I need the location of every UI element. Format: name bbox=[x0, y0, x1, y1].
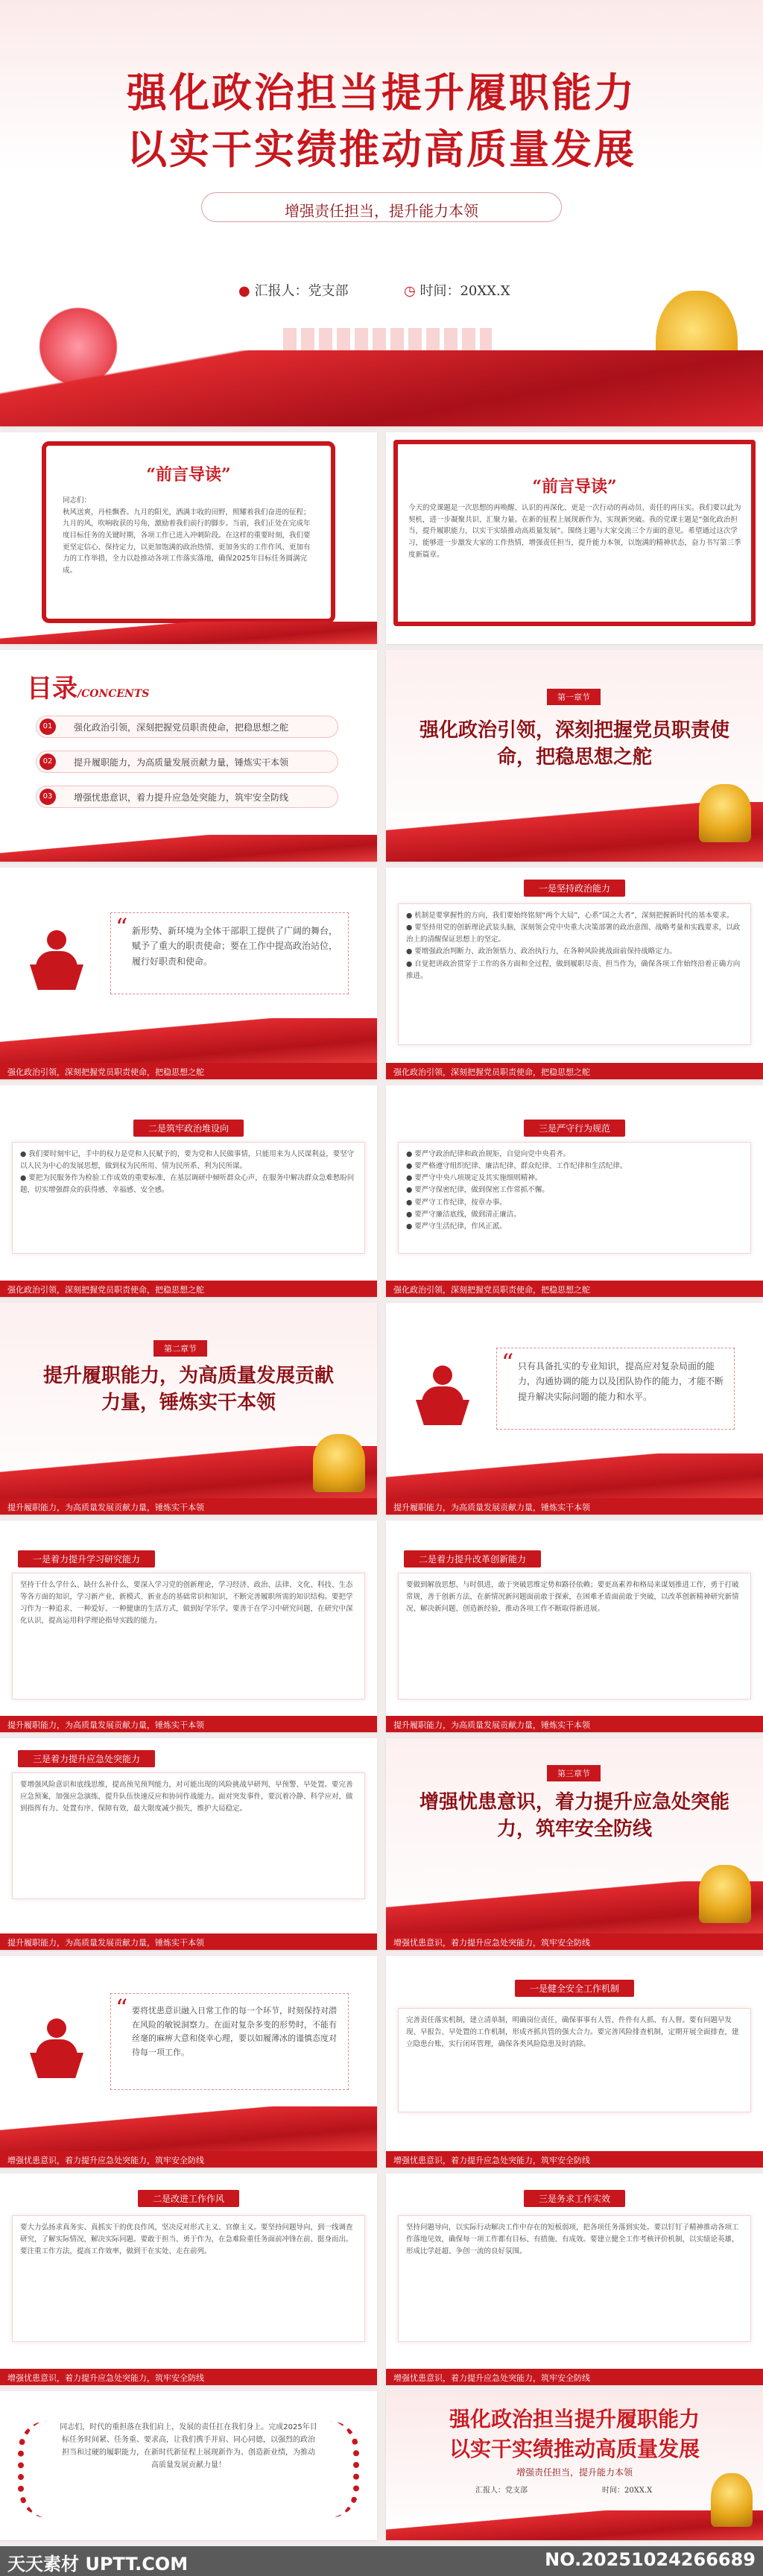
ch3-s1-card bbox=[398, 2008, 751, 2112]
red-silk-wave bbox=[0, 350, 763, 426]
ch3-s1-text: 完善责任落实机制，建立清单制，明确岗位责任，确保事事有人管、件件有人抓、有人督。要有问题早发现、早报告、早处置的工作机制，形成齐抓共管的强大合力。要完善风险排查机制，定期开展全面排查，建立隐患台账，实行闭环管理，确保各类风险隐患及时消除。 bbox=[406, 2016, 739, 2049]
ch3-s1-title: 一是健全安全工作机制 bbox=[515, 1980, 634, 1997]
speaker-icon bbox=[27, 2018, 86, 2078]
ch1-footer: 强化政治引领，深刻把握党员职责使命，把稳思想之舵 bbox=[386, 1281, 763, 1297]
cover-subtitle bbox=[201, 192, 562, 222]
ch1-footer: 强化政治引领，深刻把握党员职责使命，把稳思想之舵 bbox=[386, 1063, 763, 1079]
preface-heading: “前言导读” bbox=[146, 465, 231, 484]
ch1-s2-card bbox=[12, 1142, 365, 1254]
toc-title-text: 目录 bbox=[27, 674, 77, 704]
chapter3-title: 增强忧患意识，着力提升应急处突能力，筑牢安全防线 bbox=[419, 1791, 729, 1841]
bottom-wave bbox=[0, 1018, 377, 1063]
ch1-footer: 强化政治引领，深刻把握党员职责使命，把稳思想之舵 bbox=[0, 1063, 377, 1079]
chapter1-badge: 第一章节 bbox=[547, 689, 601, 705]
wheat-right-decoration bbox=[329, 2421, 359, 2518]
toc-title bbox=[27, 668, 149, 704]
ch3-footer: 增强忧患意识，着力提升应急处突能力，筑牢安全防线 bbox=[386, 2151, 763, 2168]
ch2-s1-slide bbox=[0, 1521, 377, 1732]
ch2-quote-text: “ 只有具备扎实的专业知识，提高应对复杂局面的能力，沟通协调的能力以及团队协作的能力，才能不断提升解决实际问题的能力和水平。 bbox=[518, 1361, 724, 1402]
closing-text: 同志们，时代的重担落在我们肩上，发展的责任扛在我们身上。完成2025年目标任务时间紧、任务重、要求高，让我们携手并肩、同心同德，以强烈的政治担当和过硬的履职能力，在新时代新征程上展现新作为、创造新业绩，为推动高质量发展贡献力量！ bbox=[60, 2423, 317, 2469]
preface-right-text: 今天的党课题是一次思想的再唤醒、认识的再深化、更是一次行动的再动员、责任的再压实。我们要以此为契机，进一步凝聚共识、汇聚力量。在新的征程上展现新作为、实现新突破。我的党课主题是“强化政治担当，提升履职能力，以实干实绩推动高质量发展”。围绕主题与大家交流三个方面的意见。希望通过这次学习，能够进一步激发大家的工作热情，增强责任担当，提升能力本领，以饱满的精神状态，奋力书写第三季度新篇章。 bbox=[408, 504, 741, 559]
toc-text-2: 提升履职能力，为高质量发展贡献力量，锤炼实干本领 bbox=[74, 757, 289, 768]
section-title-bar bbox=[386, 880, 763, 897]
section-title-bar bbox=[18, 1550, 155, 1568]
ch1-s3-slide bbox=[386, 1085, 763, 1297]
section-title-bar bbox=[404, 1550, 541, 1568]
ch2-footer: 提升履职能力，为高质量发展贡献力量，锤炼实干本领 bbox=[0, 1933, 377, 1950]
toc-title-en: /CONCENTS bbox=[77, 688, 150, 700]
ch1-s1-title: 一是坚持政治能力 bbox=[524, 880, 625, 897]
closing-text-slide bbox=[0, 2391, 377, 2540]
bottom-wave bbox=[0, 835, 377, 862]
toc-text-3: 增强忧患意识，着力提升应急处突能力，筑牢安全防线 bbox=[74, 792, 289, 803]
ch2-quote-slide bbox=[386, 1303, 763, 1515]
ch3-footer: 增强忧患意识，着力提升应急处突能力，筑牢安全防线 bbox=[0, 2151, 377, 2168]
bottom-wave bbox=[386, 1453, 763, 1498]
chapter2-cover bbox=[0, 1303, 377, 1515]
ch2-s2-title: 二是着力提升改革创新能力 bbox=[404, 1550, 541, 1568]
toc-item-2[interactable] bbox=[36, 751, 338, 773]
ch1-footer: 强化政治引领，深刻把握党员职责使命，把稳思想之舵 bbox=[0, 1281, 377, 1297]
watermark-left: 天天素材 UPTT.COM bbox=[7, 2554, 189, 2575]
ch2-quote-box bbox=[496, 1348, 735, 1430]
ch3-quote-text: “ 要将忧患意识融入日常工作的每一个环节，时刻保持对潜在风险的敏锐洞察力。在面对复杂多变的形势时，不能有丝毫的麻痹大意和侥幸心理，要以如履薄冰的谨慎态度对待每一项工作。 bbox=[132, 2006, 337, 2058]
ch3-s2-card bbox=[12, 2215, 365, 2342]
ch1-s3-card bbox=[398, 1142, 751, 1254]
bottom-wave bbox=[0, 622, 377, 644]
closing-cover-slide bbox=[386, 2391, 763, 2540]
ch1-s1-slide bbox=[386, 868, 763, 1079]
ch2-s1-title: 一是着力提升学习研究能力 bbox=[18, 1550, 155, 1568]
chapter2-title: 提升履职能力，为高质量发展贡献力量，锤炼实干本领 bbox=[42, 1365, 334, 1415]
section-title-bar bbox=[0, 1120, 377, 1137]
ch2-s2-text: 要做到解放思想、与时俱进，敢于突破思维定势和路径依赖；要更高素养和格局来谋划推进工作，勇于打破常规，善于创新方法，在新情况新问题面前敢于探索，在困难矛盾面前敢于突破，以改革创新精神研究新情况、解决新问题、创造新经验，推动各项工作不断取得新进展。 bbox=[406, 1581, 739, 1614]
clock-icon: ◷ bbox=[404, 283, 416, 299]
chapter3-badge: 第三章节 bbox=[547, 1765, 601, 1781]
ch3-quote-box bbox=[110, 1993, 349, 2090]
ch1-s2-title: 二是筑牢政治堆设向 bbox=[133, 1120, 244, 1137]
ch3-s3-slide bbox=[386, 2174, 763, 2385]
chapter1-title: 强化政治引领，深刻把握党员职责使命，把稳思想之舵 bbox=[419, 719, 729, 769]
toc-num-1: 01 bbox=[39, 719, 56, 735]
speaker-icon bbox=[413, 1366, 472, 1425]
closing-time: 时间：20XX.X bbox=[602, 2487, 653, 2495]
ch3-s2-title: 二是改进工作作风 bbox=[138, 2190, 239, 2207]
ch1-s2-slide bbox=[0, 1085, 377, 1297]
ch2-s3-slide bbox=[0, 1738, 377, 1950]
time-text: 时间：20XX.X bbox=[420, 283, 510, 299]
ch2-s2-slide bbox=[386, 1521, 763, 1732]
golden-lion-decoration bbox=[699, 784, 751, 842]
speaker-icon bbox=[27, 930, 86, 990]
section-title-bar bbox=[18, 1750, 155, 1767]
ch1-quote-box bbox=[110, 912, 349, 994]
reporter-text: 汇报人：党支部 bbox=[254, 283, 349, 299]
bottom-wave bbox=[0, 2106, 377, 2151]
closing-title-1: 强化政治担当提升履职能力 bbox=[449, 2407, 700, 2431]
chapter1-cover bbox=[386, 650, 763, 862]
cover-subtitle-text: 增强责任担当，提升能力本领 bbox=[285, 202, 478, 220]
ch3-s2-text: 要大力弘扬求真务实、真抓实干的优良作风，坚决反对形式主义、官僚主义。要坚持问题导向，到一线调查研究，了解实际情况，解决实际问题。要敢于担当、勇于作为，在急难险重任务面前冲锋在前、挺身而出。要注重工作方法，提高工作效率，做到干在实处、走在前列。 bbox=[20, 2223, 353, 2256]
ch3-s3-text: 坚持问题导向，以实际行动解决工作中存在的短板弱项，把各项任务落到实处。要以钉钉子精神推动各项工作落地见效，确保每一项工作都有目标、有措施、有成效。要建立健全工作考核评价机制，以实绩论英雄，形成比学赶超、争创一流的良好氛围。 bbox=[406, 2223, 739, 2256]
ch3-s1-slide bbox=[386, 1956, 763, 2168]
ch2-footer: 提升履职能力，为高质量发展贡献力量，锤炼实干本领 bbox=[0, 1716, 377, 1732]
cover-title-2: 以实干实绩推动高质量发展 bbox=[127, 125, 636, 173]
section-title-bar bbox=[0, 2190, 377, 2207]
chapter3-cover bbox=[386, 1738, 763, 1950]
toc-num-3: 03 bbox=[39, 789, 56, 805]
user-icon: ● bbox=[238, 283, 250, 299]
toc-num-2: 02 bbox=[39, 754, 56, 770]
ch3-s3-card bbox=[398, 2215, 751, 2342]
ch1-quote-text: “ 新形势、新环境为全体干部职工提供了广阔的舞台，赋予了重大的职责使命；要在工作中提高政治站位，履行好职责和使命。 bbox=[132, 926, 338, 967]
golden-lion-decoration bbox=[313, 1434, 365, 1492]
preface-slide-left bbox=[0, 432, 377, 644]
section-title-bar bbox=[386, 2190, 763, 2207]
chapter2-badge: 第二章节 bbox=[153, 1340, 207, 1357]
ch1-s1-text: ● 机制是要掌握性的方向，我们要始终铭刻“两个大局”，心系“国之大者”，深刻把握新时代的基本要求。 ● 要坚持用党的创新理论武装头脑，深刻领会党中央重大决策部署的政治意图、战略考量和实践要求，以政治上的清醒保证思想上的坚定。 ● 要增强政治判断力、政治领悟力、政治执行力，在各种风险挑战面前保持战略定力。 ● 自觉把讲政治贯穿于工作的各方面和全过程，做到履职尽责、担当作为，确保各项工作始终沿着正确方向推进。 bbox=[406, 912, 741, 980]
wheat-left-decoration bbox=[18, 2421, 48, 2518]
cover-title-1: 强化政治担当提升履职能力 bbox=[127, 69, 636, 116]
section-title-bar bbox=[386, 1120, 763, 1137]
cover-reporter bbox=[238, 280, 348, 300]
toc-item-3[interactable] bbox=[36, 786, 338, 808]
ch3-s3-title: 三是务求工作实效 bbox=[524, 2190, 625, 2207]
ch2-s3-title: 三是着力提升应急处突能力 bbox=[18, 1750, 155, 1767]
toc-item-1[interactable] bbox=[36, 716, 338, 738]
cover-slide bbox=[0, 0, 763, 426]
ch1-quote-slide bbox=[0, 868, 377, 1079]
ch2-s2-card bbox=[398, 1573, 751, 1699]
ch1-s1-card bbox=[398, 903, 751, 1045]
ch2-s3-card bbox=[12, 1772, 365, 1899]
closing-title-2: 以实干实绩推动高质量发展 bbox=[449, 2437, 700, 2461]
ch2-s1-card bbox=[12, 1573, 365, 1699]
ch1-s3-title: 三是严守行为规范 bbox=[524, 1120, 625, 1137]
golden-lion-decoration bbox=[699, 1865, 751, 1923]
golden-lion-decoration bbox=[711, 2473, 753, 2527]
bottom-wave bbox=[386, 2510, 763, 2540]
preface-slide-right bbox=[386, 432, 763, 644]
ch2-footer: 提升履职能力，为高质量发展贡献力量，锤炼实干本领 bbox=[386, 1498, 763, 1515]
ch2-footer: 提升履职能力，为高质量发展贡献力量，锤炼实干本领 bbox=[0, 1498, 377, 1515]
ch1-s2-text: ● 我们要时刻牢记，手中的权力是党和人民赋予的，要为党和人民做事情，只能用来为人民谋利益，要坚守以人民为中心的发展思想，做到权为民所用、情为民所系、利为民所谋。 ● 要把为民服务作为检验工作成效的重要标准，在基层调研中倾听群众心声，在服务中解决群众急难愁盼问题，切实增强群众的获得感、幸福感、安全感。 bbox=[20, 1150, 355, 1195]
section-title-bar bbox=[386, 1980, 763, 1997]
ch2-s1-text: 坚持干什么学什么、缺什么补什么，要深入学习党的创新理论，学习经济、政治、法律、文化、科技、生态等各方面的知识，学习新产业、新模式、新业态的基础常识和知识，不断完善履职所需的知识结构。要把学习作为一种追求、一种爱好、一种健康的生活方式，做到好学乐学。要善于在学习中研究问题，在研究中深化认识，提高运用科学理论指导实践的能力。 bbox=[20, 1581, 353, 1626]
ch3-footer: 增强忧患意识，着力提升应急处突能力，筑牢安全防线 bbox=[0, 2369, 377, 2385]
ch3-quote-slide bbox=[0, 1956, 377, 2168]
toc-slide bbox=[0, 650, 377, 862]
ch3-s2-slide bbox=[0, 2174, 377, 2385]
closing-subtitle: 增强责任担当，提升能力本领 bbox=[516, 2467, 633, 2478]
watermark-right: NO.20251024266689 bbox=[545, 2549, 756, 2570]
ch3-footer: 增强忧患意识，着力提升应急处突能力，筑牢安全防线 bbox=[386, 2369, 763, 2385]
ch3-footer: 增强忧患意识，着力提升应急处突能力，筑牢安全防线 bbox=[386, 1933, 763, 1950]
preface-heading: “前言导读” bbox=[532, 477, 617, 496]
toc-text-1: 强化政治引领，深刻把握党员职责使命，把稳思想之舵 bbox=[74, 722, 289, 733]
closing-reporter: 汇报人：党支部 bbox=[475, 2487, 528, 2495]
ch2-s3-text: 要增强风险意识和底线思维，提高预见预判能力，对可能出现的风险挑战早研判、早预警、早处置。要完善应急预案，加强应急演练，提升队伍快速反应和协同作战能力。面对突发事件，要沉着冷静、科学应对，做到指挥有力、处置有序、保障有效，最大限度减少损失，维护大局稳定。 bbox=[20, 1781, 353, 1813]
ch1-s3-text: ● 要严守政治纪律和政治规矩，自觉向党中央看齐。 ● 要严格遵守组织纪律、廉洁纪律、群众纪律、工作纪律和生活纪律。 ● 要严守中央八项规定及其实施细则精神。 ● 要严守保密纪律，做到保密工作常抓不懈。 ● 要严守工作纪律，按章办事。 ● 要严守廉洁底线，做到清正廉洁。 ● 要严守生活纪律，作风正派。 bbox=[406, 1150, 627, 1231]
ch2-footer: 提升履职能力，为高质量发展贡献力量，锤炼实干本领 bbox=[386, 1716, 763, 1732]
preface-left-text: 同志们： 秋风送爽，丹桂飘香。九月的阳光，洒满丰收的田野，照耀着我们奋进的征程；九月的风，吹响收获的号角，激励着我们前行的脚步。当前，我们正处在完成年度目标任务的关键时期，各项工作已进入冲刺阶段。在这样的重要时刻，我们要更坚定信心、保持定力，以更加饱满的政治热情、更加务实的工作作风、更加有力的工作举措，全力以赴推动各项工作落实落地，确保2025年目标任务圆满完成。 bbox=[63, 496, 311, 575]
cover-time bbox=[404, 280, 510, 300]
